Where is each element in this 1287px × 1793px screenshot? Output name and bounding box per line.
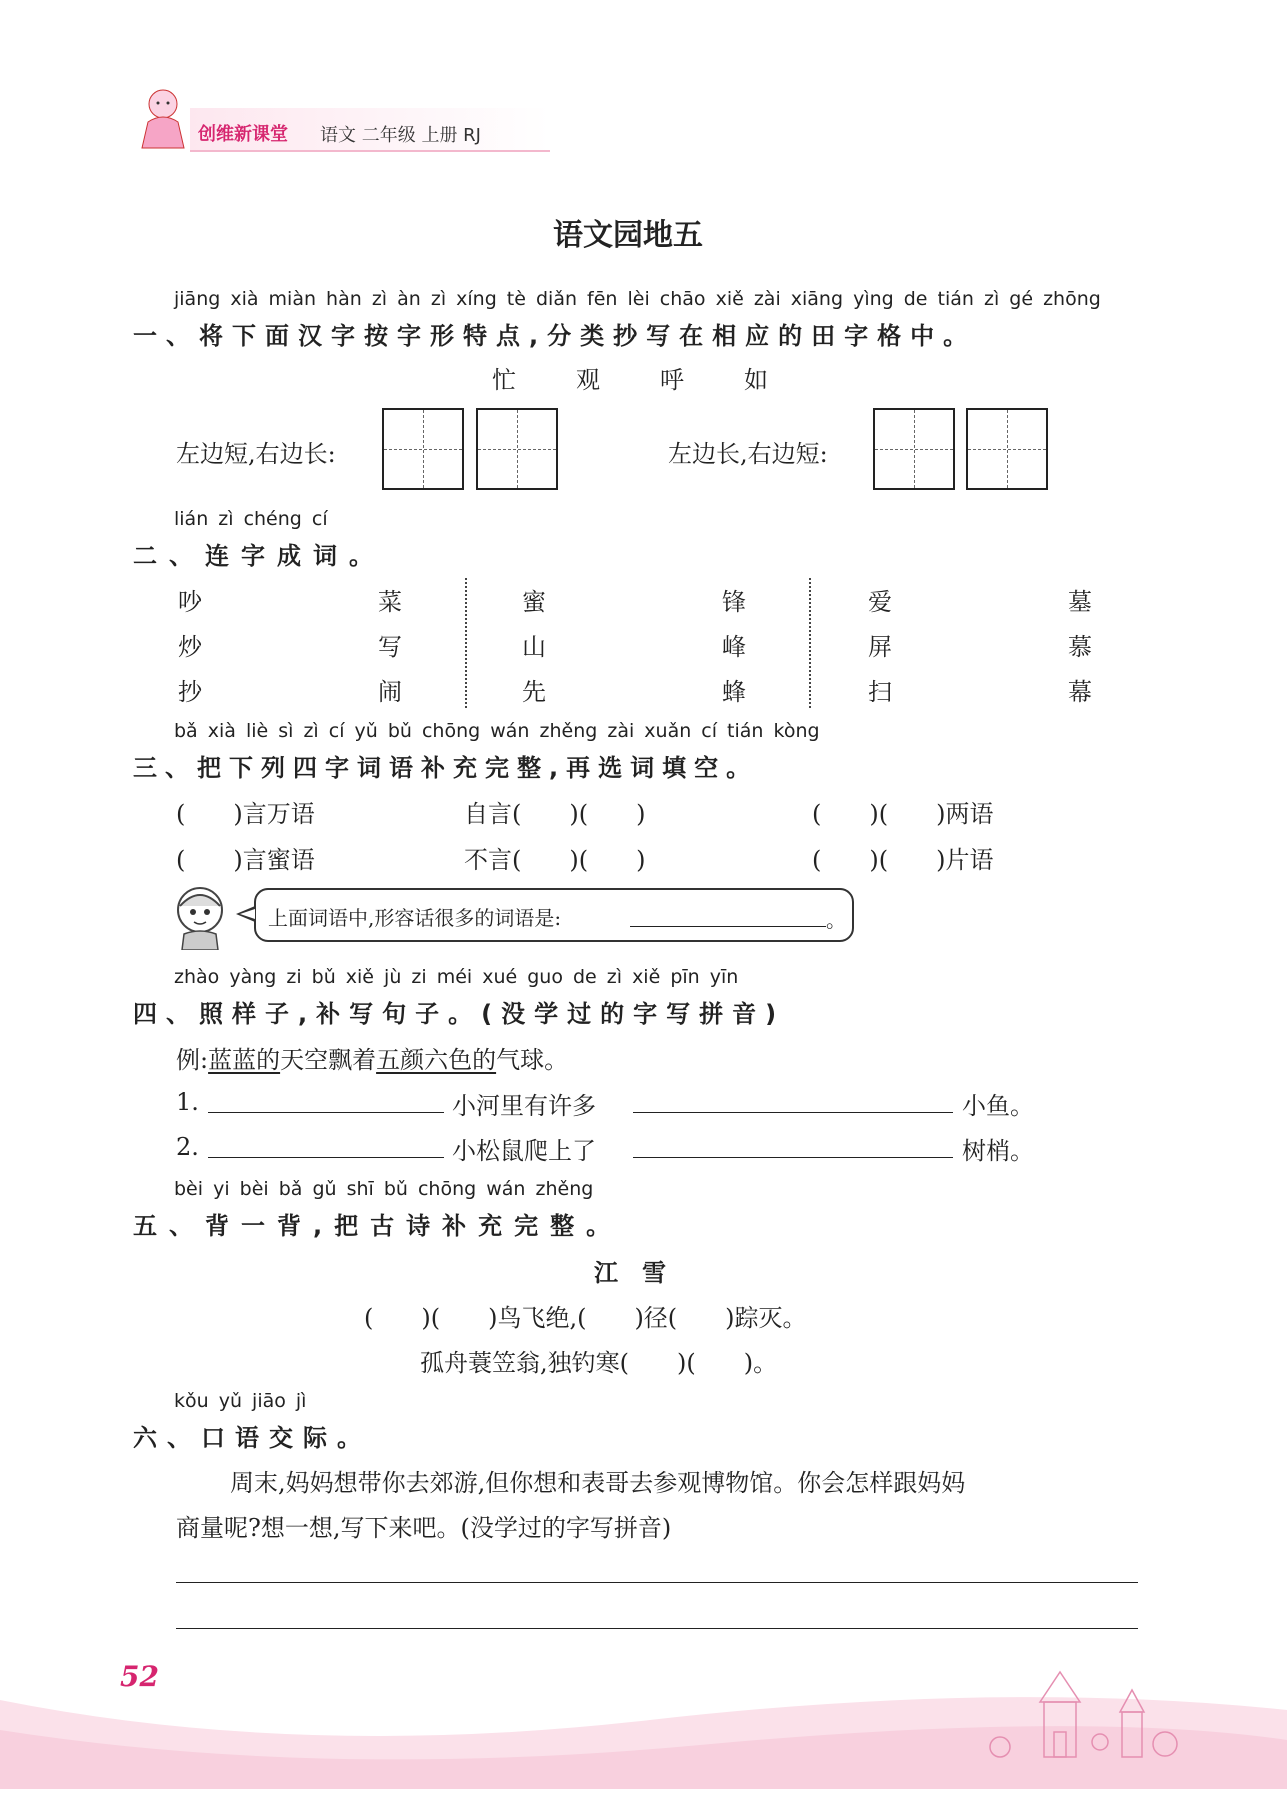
tian-grid-cell[interactable] <box>476 408 558 490</box>
s4-pinyin: zhào yàng zi bǔ xiě jù zi méi xué guo de zì xiě pīn yīn <box>174 966 739 988</box>
s3-r2-c2: 不言( )( ) <box>464 846 646 874</box>
s3-r1-c2: 自言( )( ) <box>464 800 646 828</box>
answer-line-2[interactable] <box>176 1628 1138 1629</box>
s1-heading: 一、将下面汉字按字形特点,分类抄写在相应的田字格中。 <box>133 322 977 350</box>
q2-end: 树梢。 <box>962 1137 1034 1165</box>
s2-pinyin: lián zì chéng cí <box>174 508 328 530</box>
q2-blank-1[interactable] <box>208 1157 444 1158</box>
group-divider <box>465 578 467 708</box>
tian-grid-cell[interactable] <box>382 408 464 490</box>
example-end: 气球。 <box>496 1046 569 1074</box>
s2-g3-left-2: 屏 <box>868 633 892 661</box>
s2-g1-left-1: 吵 <box>178 588 202 616</box>
s2-g2-left-3: 先 <box>522 678 546 706</box>
s4-example <box>176 1040 568 1075</box>
q1-mid: 小河里有许多 <box>452 1092 596 1120</box>
s2-g1-right-1: 菜 <box>378 588 402 616</box>
s2-g2-right-1: 锋 <box>722 588 746 616</box>
q1-blank-2[interactable] <box>633 1112 953 1113</box>
page-number: 52 <box>120 1660 159 1693</box>
s3-r1-c1: ( )言万语 <box>176 800 315 828</box>
poem-title: 江 雪 <box>594 1259 666 1287</box>
s5-heading: 五、背一背,把古诗补充完整。 <box>133 1212 623 1240</box>
s2-g2-right-2: 峰 <box>722 633 746 661</box>
s3-r1-c3: ( )( )两语 <box>812 800 994 828</box>
s2-g2-left-2: 山 <box>522 633 546 661</box>
s2-heading: 二、连字成词。 <box>133 542 385 570</box>
castle-illustration <box>960 1652 1190 1762</box>
cartoon-girl-icon <box>170 884 232 950</box>
s2-g3-left-3: 扫 <box>868 678 892 706</box>
s2-g2-right-3: 蜂 <box>722 678 746 706</box>
s3-r2-c3: ( )( )片语 <box>812 846 994 874</box>
tian-grid-cell[interactable] <box>873 408 955 490</box>
q2-blank-2[interactable] <box>633 1157 953 1158</box>
s2-g3-right-3: 幕 <box>1068 678 1092 706</box>
q2-mid: 小松鼠爬上了 <box>452 1137 596 1165</box>
bubble-answer-line[interactable] <box>630 926 826 927</box>
page-title: 语文园地五 <box>553 218 703 253</box>
s1-pinyin: jiāng xià miàn hàn zì àn zì xíng tè diǎn fēn lèi chāo xiě zài xiāng yìng de tián zì gé zhōng <box>174 288 1101 310</box>
s3-heading: 三、把下列四字词语补充完整,再选词填空。 <box>133 754 759 782</box>
s4-heading: 四、照样子,补写句子。(没学过的字写拼音) <box>133 1000 786 1028</box>
q1-number: 1. <box>176 1088 199 1116</box>
q1-blank-1[interactable] <box>208 1112 444 1113</box>
poem-line-2: 孤舟蓑笠翁,独钓寒( )( )。 <box>420 1349 778 1377</box>
example-underlined-2: 五颜六色的 <box>376 1046 497 1074</box>
s3-r2-c1: ( )言蜜语 <box>176 846 315 874</box>
bubble-text: 上面词语中,形容话很多的词语是: <box>268 906 562 930</box>
s2-g1-right-2: 写 <box>378 633 402 661</box>
s6-para-2: 商量呢?想一想,写下来吧。(没学过的字写拼音) <box>176 1514 672 1542</box>
header-book: 语文 二年级 上册 RJ <box>320 125 481 146</box>
header-illustration <box>128 82 198 152</box>
example-mid: 天空飘着 <box>280 1046 377 1074</box>
answer-line-1[interactable] <box>176 1582 1138 1583</box>
s1-right-label: 左边长,右边短: <box>668 440 828 468</box>
s2-g2-left-1: 蜜 <box>522 588 546 616</box>
q1-end: 小鱼。 <box>962 1092 1034 1120</box>
s3-pinyin: bǎ xià liè sì zì cí yǔ bǔ chōng wán zhěng zài xuǎn cí tián kòng <box>174 720 820 742</box>
s6-heading: 六、口语交际。 <box>133 1424 371 1452</box>
s2-g1-left-3: 抄 <box>178 678 202 706</box>
s2-g3-right-2: 慕 <box>1068 633 1092 661</box>
speech-bubble-tail-inner <box>240 909 255 919</box>
s2-g1-right-3: 闹 <box>378 678 402 706</box>
s1-chars: 忙 观 呼 如 <box>492 366 772 394</box>
s2-g3-left-1: 爱 <box>868 588 892 616</box>
s5-pinyin: bèi yi bèi bǎ gǔ shī bǔ chōng wán zhěng <box>174 1178 594 1200</box>
s2-g3-right-1: 墓 <box>1068 588 1092 616</box>
tian-grid-cell[interactable] <box>966 408 1048 490</box>
group-divider <box>809 578 811 708</box>
example-prefix: 例: <box>176 1046 209 1074</box>
example-underlined-1: 蓝蓝的 <box>208 1046 281 1074</box>
poem-line-1: ( )( )鸟飞绝,( )径( )踪灭。 <box>364 1304 807 1332</box>
bubble-end: 。 <box>826 908 846 932</box>
q2-number: 2. <box>176 1133 199 1161</box>
s6-pinyin: kǒu yǔ jiāo jì <box>174 1390 307 1412</box>
header-brand: 创维新课堂 <box>198 124 288 145</box>
s1-left-label: 左边短,右边长: <box>176 440 336 468</box>
s6-para-1: 周末,妈妈想带你去郊游,但你想和表哥去参观博物馆。你会怎样跟妈妈 <box>230 1469 966 1497</box>
s2-g1-left-2: 炒 <box>178 633 202 661</box>
